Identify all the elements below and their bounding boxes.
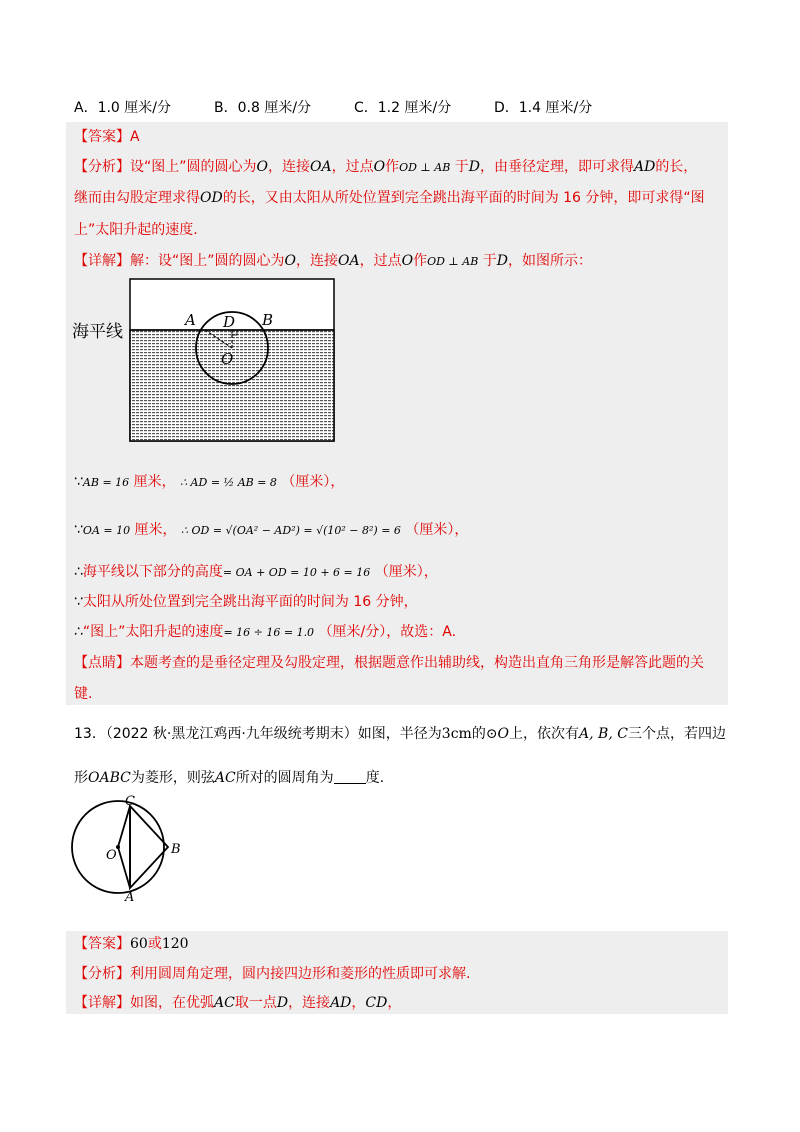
point-b-label: B <box>171 842 181 857</box>
q13-analysis: 【分析】利用圆周角定理，圆内接四边形和菱形的性质即可求解. <box>74 966 471 982</box>
q12-analysis-line-3: 上”太阳升起的速度. <box>74 222 198 238</box>
point-b-label: B <box>262 311 274 329</box>
rhombus-circle-figure <box>70 793 190 903</box>
option-b: B．0.8 厘米/分 <box>214 100 312 116</box>
q13-detail: 【详解】如图，在优弧AC取一点D，连接AD，CD， <box>74 995 402 1011</box>
point-a-label: A <box>125 890 135 903</box>
sea-level-label: 海平线 <box>72 322 123 342</box>
option-d: D．1.4 厘米/分 <box>494 100 593 116</box>
q13-line-1: 13．（2022 秋·黑龙江鸡西·九年级统考期末）如图，半径为3cm的⊙O上，依次有A, B, C三个点，若四边 <box>74 726 726 742</box>
q13-solution-box <box>66 931 728 1014</box>
radius-oa <box>118 847 130 888</box>
q12-comment-line-1: 【点睛】本题考查的是垂径定理及勾股定理，根据题意作出辅助线，构造出直角三角形是解答此题的关 <box>74 655 704 671</box>
q12-detail-line: 【详解】解：设“图上”圆的圆心为O，连接OA，过点O作OD ⊥ AB 于D，如图所示： <box>74 253 592 269</box>
q12-step-1: ∵AB = 16 厘米， ∴ AD = ½ AB = 8 （厘米）， <box>74 474 345 490</box>
q12-step-3: ∴海平线以下部分的高度= OA + OD = 10 + 6 = 16 （厘米）， <box>74 564 438 580</box>
q13-answer: 【答案】60或120 <box>74 936 189 952</box>
point-c-label: C <box>125 794 135 809</box>
q12-comment-line-2: 键. <box>74 686 93 702</box>
point-o-label: O <box>106 848 117 863</box>
sea-level-figure <box>72 277 372 447</box>
q12-solution-box <box>66 122 728 705</box>
option-a: A．1.0 厘米/分 <box>74 100 172 116</box>
q12-step-2: ∵OA = 10 厘米， ∴ OD = √(OA² − AD²) = √(10² − 8²) = 6 （厘米）， <box>74 522 469 538</box>
triangle-abc <box>130 806 168 888</box>
option-c: C．1.2 厘米/分 <box>354 100 452 116</box>
point-o-label: O <box>221 350 234 368</box>
point-d-label: D <box>223 313 236 331</box>
q12-answer: 【答案】A <box>74 129 140 145</box>
answer-blank <box>334 769 366 784</box>
q12-step-4: ∵太阳从所处位置到完全跳出海平面的时间为 16 分钟， <box>74 594 418 610</box>
radius-oc <box>118 806 130 847</box>
point-a-label: A <box>185 311 196 329</box>
q13-line-2: 形OABC为菱形，则弦AC所对的圆周角为 度. <box>74 770 385 786</box>
q12-analysis-line-1: 【分析】设“图上”圆的圆心为O，连接OA，过点O作OD ⊥ AB 于D，由垂径定理，即可求得AD的长， <box>74 159 698 175</box>
q12-analysis-line-2: 继而由勾股定理求得OD的长，又由太阳从所处位置到完全跳出海平面的时间为 16 分钟，即可求得“图 <box>74 190 705 206</box>
q12-step-5: ∴“图上”太阳升起的速度= 16 ÷ 16 = 1.0 （厘米/分），故选：A. <box>74 624 457 640</box>
